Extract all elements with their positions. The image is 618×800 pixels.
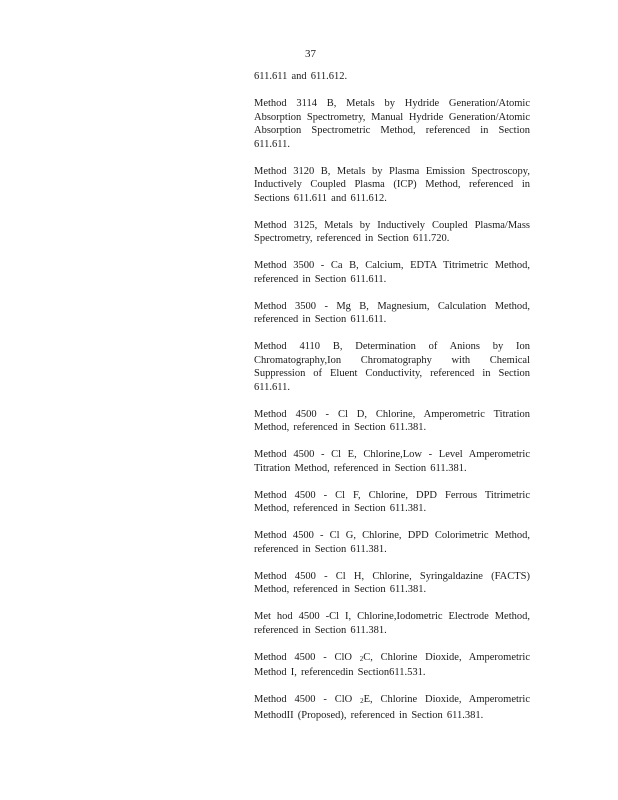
method-paragraph: Method 4500 - Cl E, Chlorine,Low - Level Amperometric Titration Method, referenced in Section 611.381. — [254, 449, 530, 474]
method-paragraph: Method 4110 B, Determination of Anions by Ion Chromatography,Ion Chromatography with Chemical Suppression of Eluent Conductivity, referenced in Section 611.611. — [254, 341, 530, 393]
method-list — [254, 70, 530, 736]
method-paragraph: Method 3500 - Ca B, Calcium, EDTA Titrimetric Method, referenced in Section 611.611. — [254, 260, 530, 285]
method-paragraph: 611.611 and 611.612. — [254, 71, 348, 82]
method-paragraph-clo2-c — [254, 651, 530, 680]
method-prefix: Method 4500 - ClO — [254, 694, 361, 705]
method-suffix: C, Chlorine Dioxide, Amperometric Method I, referencedin Section611.531. — [254, 651, 530, 678]
method-paragraph: Met hod 4500 -Cl I, Chlorine,Iodometric Electrode Method, referenced in Section 611.381. — [254, 611, 530, 636]
method-paragraph: Method 3120 B, Metals by Plasma Emission Spectroscopy, Inductively Coupled Plasma (ICP) Method, referenced in Sections 611.611 and 611.612. — [254, 165, 530, 204]
method-paragraph: Method 3125, Metals by Inductively Coupled Plasma/Mass Spectrometry, referenced in Section 611.720. — [254, 219, 530, 244]
method-prefix: Method 4500 - ClO — [254, 651, 360, 663]
method-paragraph: Method 4500 - Cl H, Chlorine, Syringaldazine (FACTS) Method, referenced in Section 611.381. — [254, 570, 530, 595]
method-paragraph: Method 3500 - Mg B, Magnesium, Calculation Method, referenced in Section 611.611. — [254, 300, 530, 325]
method-suffix: E, Chlorine Dioxide, Amperometric MethodII (Proposed), referenced in Section 611.381. — [254, 694, 530, 721]
subscript: 2 — [360, 697, 364, 705]
page-number: 37 — [305, 48, 316, 60]
method-paragraph: Method 4500 - Cl G, Chlorine, DPD Colorimetric Method, referenced in Section 611.381. — [254, 530, 530, 555]
subscript: 2 — [359, 654, 364, 663]
method-paragraph: Method 4500 - Cl F, Chlorine, DPD Ferrous Titrimetric Method, referenced in Section 611.381. — [254, 489, 530, 514]
method-paragraph: Method 4500 - Cl D, Chlorine, Amperometric Titration Method, referenced in Section 611.381. — [254, 408, 530, 433]
method-paragraph: Method 3114 B, Metals by Hydride Generation/Atomic Absorption Spectrometry, Manual Hydride Generation/Atomic Absorption Spectrometric Method, referenced in Section 611.611. — [254, 98, 530, 150]
method-paragraph-clo2-e — [254, 693, 530, 722]
